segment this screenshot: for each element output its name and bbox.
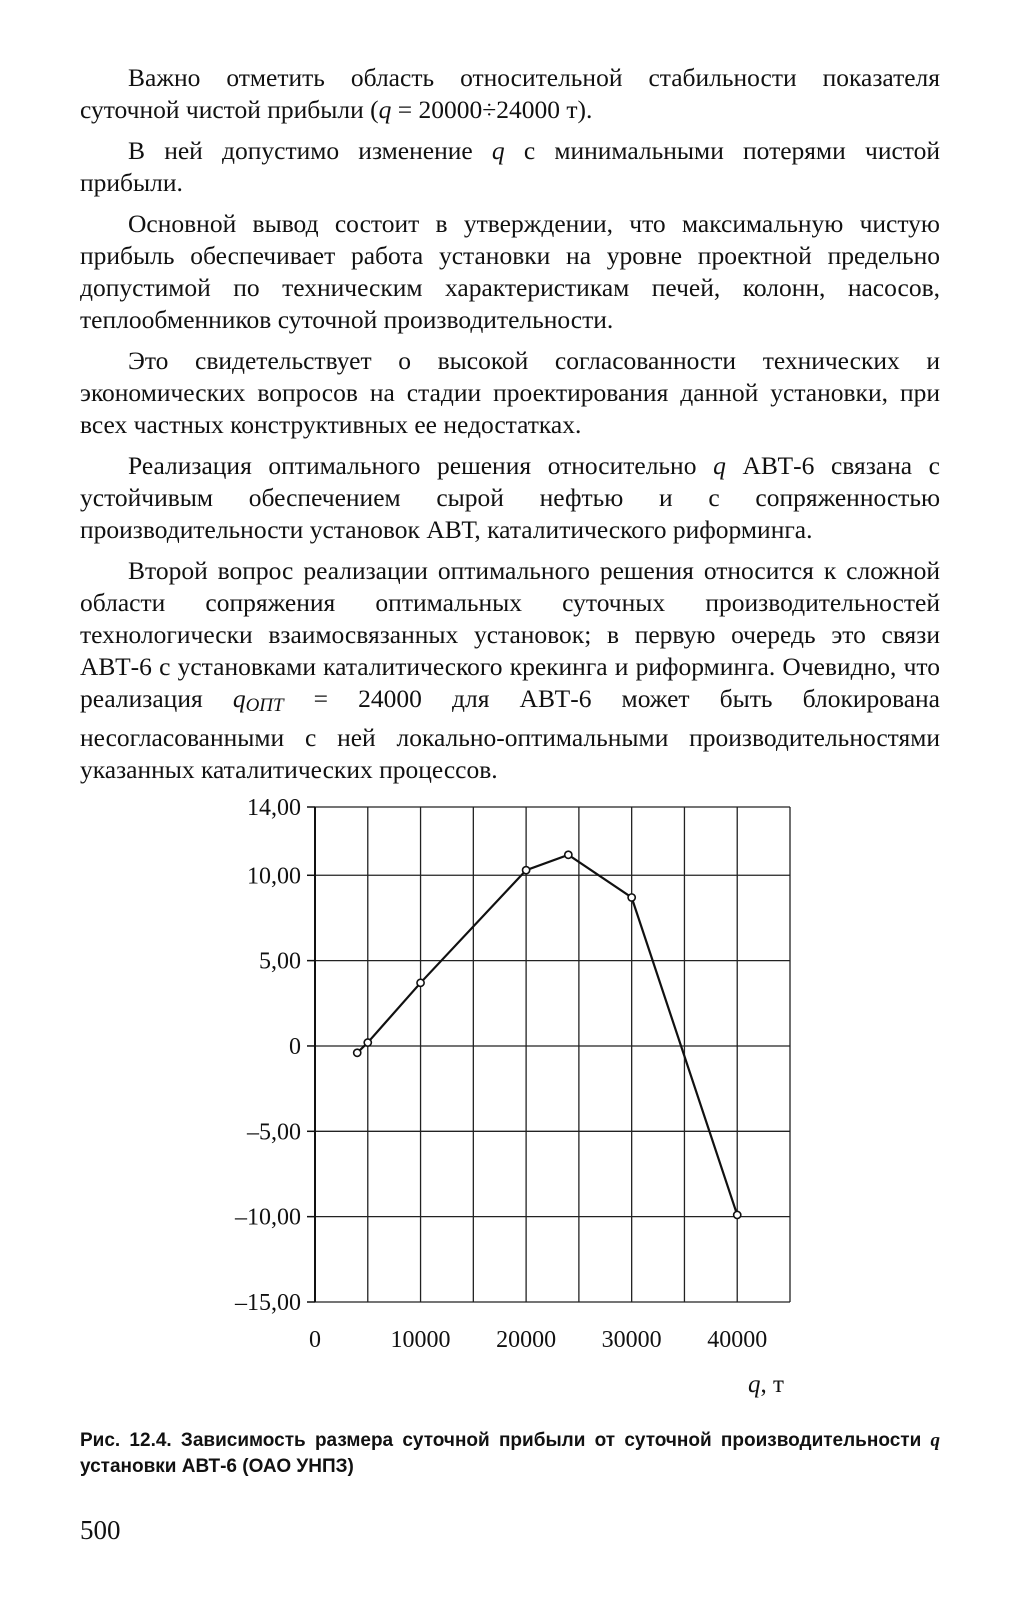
- data-point: [523, 867, 530, 874]
- y-tick-label: 5,00: [259, 948, 301, 975]
- page-number: 500: [80, 1515, 121, 1545]
- paragraph-4: Это свидетельствует о высокой согласованности технических и экономических вопросов на стадии проектирования данной установки, при всех частных конструктивных ее недостатках.: [80, 346, 940, 439]
- paragraph-6-part-b: = 24000 для АВТ-6 может быть блокирована несогласованными с ней локально-оптимальными производительностями указанных каталитических процессов.: [80, 684, 940, 784]
- chart-grid: [315, 807, 790, 1302]
- y-tick-label: 14,00: [247, 795, 301, 821]
- profit-chart: [0, 780, 1017, 1420]
- data-point: [565, 851, 572, 858]
- chart-axes: [307, 807, 315, 1302]
- x-tick-label: 0: [309, 1327, 321, 1353]
- caption-prefix: Рис. 12.4. Зависимость размера суточной прибыли от суточной производительности: [80, 1430, 931, 1451]
- paragraph-2-part-b: с минимальными потерями чистой прибыли.: [80, 136, 940, 197]
- y-tick-label: 10,00: [247, 863, 301, 890]
- paragraph-5: [80, 450, 940, 546]
- paragraph-3: Основной вывод состоит в утверждении, что максимальную чистую прибыль обеспечивает работа установки на уровне проектной предельно допустимой по техническим характеристикам печей, колонн, насосов, теплообменников суточной производительности.: [80, 209, 940, 334]
- y-tick-label: –5,00: [247, 1119, 301, 1146]
- x-axis-var: q: [748, 1371, 761, 1398]
- paragraph-1: [80, 62, 940, 126]
- paragraph-1-part-a: Важно отметить область относительной стабильности показателя суточной чистой прибыли (: [80, 63, 940, 124]
- paragraph-1-var: q: [378, 95, 392, 124]
- paragraph-1-part-b: = 20000÷24000 т).: [391, 95, 593, 124]
- x-tick-label: 20000: [496, 1327, 557, 1353]
- chart-series: [354, 851, 741, 1218]
- x-axis-unit: , т: [760, 1371, 784, 1398]
- data-point: [417, 979, 424, 986]
- paragraph-5-part-a: Реализация оптимального решения относительно: [128, 451, 714, 480]
- paragraph-5-var: q: [713, 451, 726, 480]
- x-tick-label: 40000: [707, 1327, 768, 1353]
- caption-suffix: установки АВТ-6 (ОАО УНПЗ): [80, 1456, 354, 1477]
- data-point: [734, 1211, 741, 1218]
- data-point: [354, 1049, 361, 1056]
- paragraph-2-part-a: В ней допустимо изменение: [128, 136, 492, 165]
- paragraph-2: [80, 135, 940, 199]
- body-text: [80, 62, 940, 795]
- chart-labels: [234, 795, 767, 1353]
- data-point: [364, 1039, 371, 1046]
- x-tick-label: 10000: [390, 1327, 451, 1353]
- x-tick-label: 30000: [601, 1327, 662, 1353]
- data-point: [628, 894, 635, 901]
- paragraph-2-var: q: [491, 136, 505, 165]
- paragraph-6-part-a: Второй вопрос реализации оптимального решения относится к сложной области сопряжения оптимальных суточных производительностей технологически взаимосвязанных установок; в первую очередь это связи АВТ-6 с установками каталитического крекинга и риформинга. Очевидно, что реализация: [80, 556, 940, 713]
- caption-var: q: [930, 1430, 940, 1451]
- y-tick-label: –15,00: [235, 1290, 301, 1316]
- paragraph-6: [80, 555, 940, 786]
- x-axis-label: [748, 1371, 784, 1398]
- figure-caption: [80, 1428, 940, 1480]
- y-tick-label: –10,00: [235, 1204, 301, 1231]
- paragraph-5-part-b: АВТ-6 связана с устойчивым обеспечением сырой нефтью и с сопряженностью производительности установок АВТ, каталитического риформинга.: [80, 451, 940, 544]
- series-line: [357, 855, 737, 1215]
- paragraph-6-var: q: [232, 684, 246, 713]
- paragraph-6-subscript: ОПТ: [245, 695, 284, 716]
- y-tick-label: 0: [289, 1033, 301, 1060]
